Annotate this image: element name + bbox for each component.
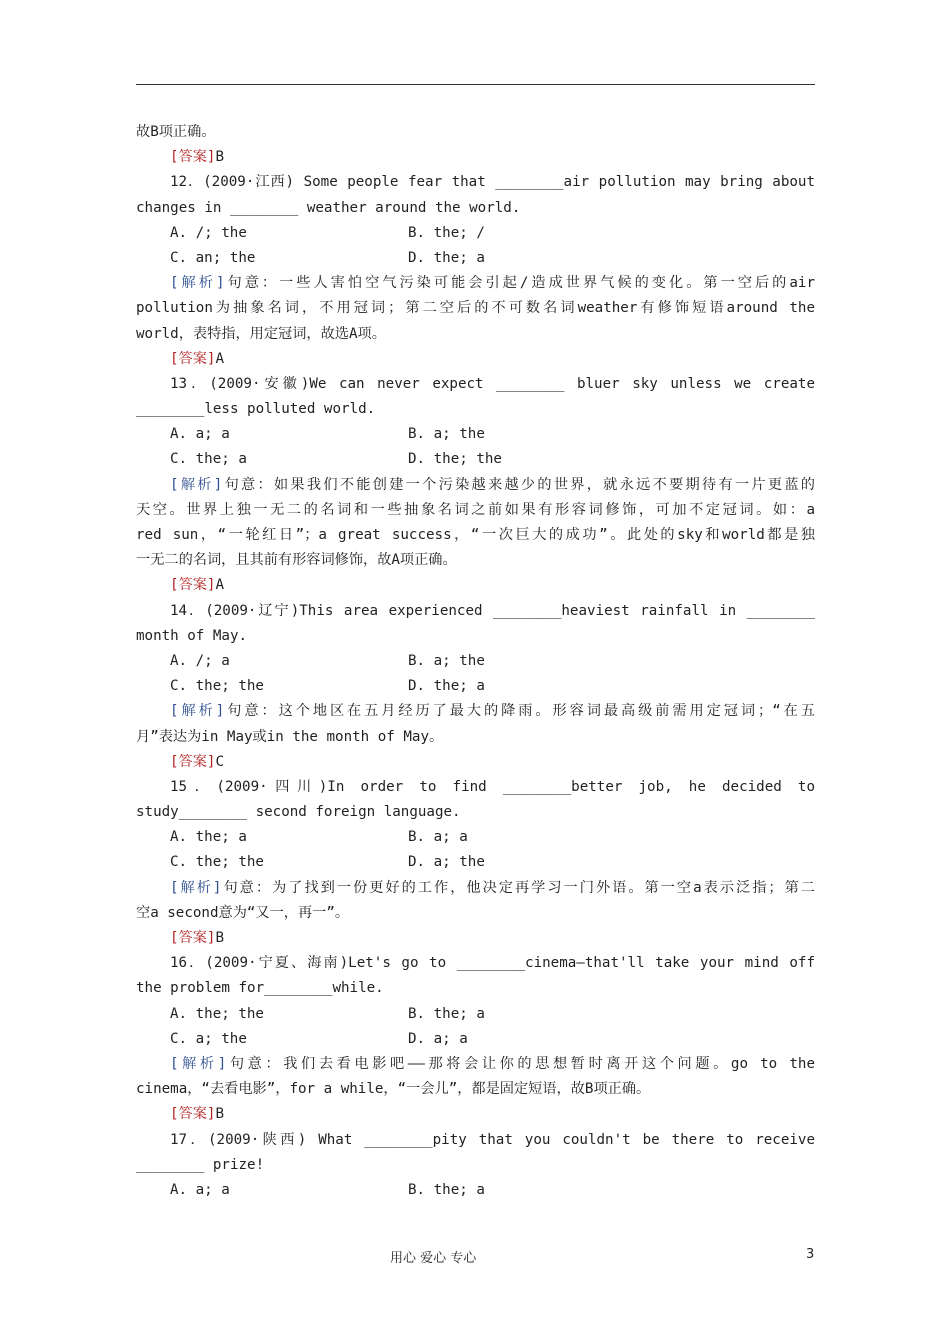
text-line: changes in ________ weather around the world.	[136, 199, 521, 216]
explanation-tag: [解析]	[170, 275, 225, 292]
option: A. a; a	[170, 1181, 230, 1198]
text-line: the problem for________while.	[136, 980, 384, 997]
option: D. the; a	[408, 249, 485, 266]
explanation-line	[136, 876, 815, 901]
text-line: world，表特指，用定冠词，故选A项。	[136, 325, 386, 342]
option: D. a; a	[408, 1030, 468, 1047]
explanation-tag: [解析]	[170, 476, 223, 493]
explanation-line	[136, 1052, 815, 1077]
option: B. a; the	[408, 652, 485, 669]
document-body	[136, 120, 815, 1203]
answer-tag: [答案]	[170, 753, 216, 770]
answer-value: A	[215, 350, 225, 367]
answer-tag: [答案]	[170, 149, 216, 166]
options-row	[136, 850, 815, 875]
options-row	[136, 825, 815, 850]
question-stem: 16．(2009·宁夏、海南)Let's go to ________cinema—that'll take your mind off	[170, 955, 815, 972]
answer-tag: [答案]	[170, 1106, 216, 1123]
explanation-text: 句意：这个地区在五月经历了最大的降雨。形容词最高级前需用定冠词；“在五	[224, 703, 815, 720]
answer-line	[136, 145, 815, 170]
page-number: 3	[806, 1247, 815, 1262]
text-line: 一无二的名词，且其前有形容词修饰，故A项正确。	[136, 552, 457, 569]
option: A. /; a	[170, 652, 230, 669]
answer-tag: [答案]	[170, 577, 216, 594]
question-stem: 14．(2009·辽宁)This area experienced ________heaviest rainfall in ________	[170, 602, 815, 619]
options-row	[136, 246, 815, 271]
options-row	[136, 1027, 815, 1052]
option: C. the; the	[170, 854, 264, 871]
option: B. the; a	[408, 1005, 485, 1022]
footer-motto: 用心 爱心 专心	[390, 1251, 477, 1266]
answer-tag: [答案]	[170, 350, 216, 367]
answer-value: A	[215, 577, 225, 594]
explanation-text: 句意：我们去看电影吧——那将会让你的思想暂时离开这个问题。go to the	[226, 1055, 815, 1072]
explanation-text: 句意：如果我们不能创建一个污染越来越少的世界，就永远不要期待有一片更蓝的	[222, 476, 815, 493]
option: C. the; the	[170, 678, 264, 695]
answer-tag: [答案]	[170, 930, 216, 946]
option: A. /; the	[170, 224, 247, 241]
answer-value: B	[215, 930, 225, 946]
option: C. the; a	[170, 451, 247, 468]
options-row	[136, 1178, 815, 1203]
option: B. the; a	[408, 1181, 485, 1198]
option: A. the; a	[170, 829, 247, 846]
options-row	[136, 649, 815, 674]
options-row	[136, 221, 815, 246]
option: A. a; a	[170, 426, 230, 443]
option: B. a; a	[408, 829, 468, 846]
explanation-tag: [解析]	[170, 1055, 227, 1072]
options-row	[136, 422, 815, 447]
answer-value: B	[215, 1106, 225, 1123]
option: B. the; /	[408, 224, 485, 241]
text-line: cinema，“去看电影”，for a while，“一会儿”，都是固定短语，故B项正确。	[136, 1081, 651, 1098]
option: A. the; the	[170, 1005, 264, 1022]
explanation-text: 句意：一些人害怕空气污染可能会引起/造成世界气候的变化。第一空后的air	[224, 275, 815, 292]
options-row	[136, 1002, 815, 1027]
option: D. the; the	[408, 451, 502, 468]
explanation-line	[136, 473, 815, 498]
header-rule	[136, 84, 815, 85]
text-line: 天空。世界上独一无二的名词和一些抽象名词之前如果有形容词修饰，可加不定冠词。如：a	[136, 501, 815, 518]
question-stem: 17．(2009·陕西) What ________pity that you couldn't be there to receive	[170, 1131, 815, 1148]
options-row	[136, 674, 815, 699]
answer-line	[136, 1102, 815, 1127]
option: C. an; the	[170, 249, 256, 266]
option: D. a; the	[408, 854, 485, 871]
text-line: pollution为抽象名词，不用冠词；第二空后的不可数名词weather有修饰短语around the	[136, 300, 815, 317]
text-line: 月”表达为in May或in the month of May。	[136, 728, 444, 745]
option: B. a; the	[408, 426, 485, 443]
explanation-tag: [解析]	[170, 879, 222, 896]
question-stem: 13．(2009·安徽)We can never expect ________ bluer sky unless we create	[170, 375, 815, 392]
explanation-text: 句意：为了找到一份更好的工作，他决定再学习一门外语。第一空a表示泛指；第二	[221, 879, 815, 896]
answer-value: C	[215, 753, 225, 770]
explanation-line	[136, 271, 815, 296]
option: C. a; the	[170, 1030, 247, 1047]
text-line: 空a second意为“又一，再一”。	[136, 904, 350, 921]
text-line: ________less polluted world.	[136, 401, 376, 418]
question-stem: 12．(2009·江西) Some people fear that ________air pollution may bring about	[170, 174, 815, 191]
explanation-tag: [解析]	[170, 703, 225, 720]
answer-line	[136, 573, 815, 598]
answer-line	[136, 926, 815, 951]
text-line: red sun，“一轮红日”；a great success，“一次巨大的成功”。此处的sky和world都是独	[136, 527, 815, 543]
answer-value: B	[215, 149, 225, 166]
text-line: month of May.	[136, 627, 248, 644]
explanation-line	[136, 699, 815, 724]
answer-line	[136, 750, 815, 775]
question-stem: 15．(2009·四川)In order to find ________better job, he decided to	[170, 778, 815, 795]
options-row	[136, 447, 815, 472]
text-line: study________ second foreign language.	[136, 804, 461, 821]
option: D. the; a	[408, 678, 485, 695]
text-line: 故B项正确。	[136, 124, 216, 140]
text-line: ________ prize!	[136, 1156, 265, 1173]
answer-line	[136, 347, 815, 372]
